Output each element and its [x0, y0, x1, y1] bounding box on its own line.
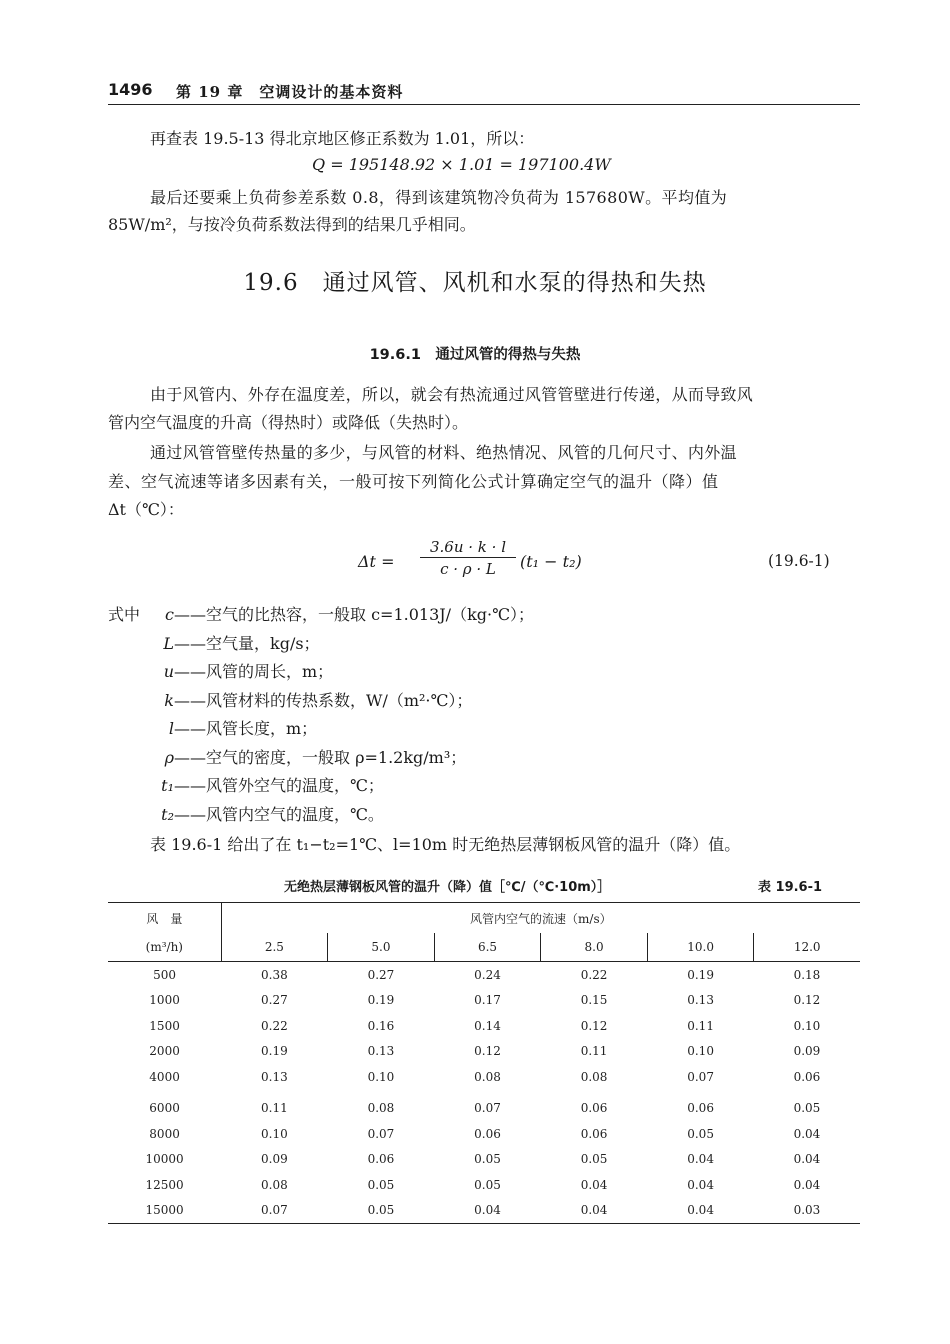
chapter-title: 第 19 章 空调设计的基本资料	[176, 83, 404, 101]
value-cell: 0.07	[474, 1101, 501, 1116]
value-cell: 0.05	[474, 1152, 501, 1167]
value-cell: 0.05	[580, 1152, 608, 1167]
definition-item	[150, 745, 466, 768]
value-cell: 0.07	[687, 1069, 714, 1084]
formula-fraction	[420, 538, 516, 578]
definition-text: ——风管长度，m；	[174, 719, 318, 738]
value-cell: 0.22	[580, 967, 608, 982]
flow-cell: 2000	[149, 1044, 180, 1059]
definitions-label: 式中	[108, 605, 141, 624]
paragraph-1-line-2: 管内空气温度的升高（得热时）或降低（失热时）。	[108, 413, 469, 432]
value-cell: 0.04	[541, 1198, 648, 1224]
flow-cell: 1000	[149, 993, 180, 1008]
definition-symbol: t₂	[161, 805, 174, 824]
flow-cell: 4000	[149, 1069, 180, 1084]
value-cell: 0.05	[687, 1126, 714, 1141]
value-cell: 0.04	[580, 1177, 608, 1192]
value-cell: 0.10	[793, 1018, 821, 1033]
definition-text: ——风管外空气的温度，℃；	[174, 776, 384, 795]
formula-tail: (t₁ − t₂)	[520, 552, 582, 571]
value-cell: 0.09	[261, 1152, 288, 1167]
value-cell: 0.07	[221, 1198, 328, 1224]
table-row	[108, 1172, 860, 1198]
table-row	[108, 1121, 860, 1147]
intro-equation: Q = 195148.92 × 1.01 = 197100.4W	[312, 155, 611, 174]
table-number: 表 19.6-1	[758, 880, 823, 895]
fraction-bar	[420, 557, 516, 558]
value-cell: 0.19	[367, 993, 395, 1008]
flow-cell: 10000	[145, 1152, 184, 1167]
paragraph-2-line-1: 通过风管管壁传热量的多少，与风管的材料、绝热情况、风管的几何尺寸、内外温	[150, 443, 737, 462]
row-header: 风 量	[108, 903, 221, 934]
definition-item	[150, 602, 534, 625]
column-header: 8.0	[541, 933, 648, 962]
definition-symbol: ρ	[164, 748, 174, 767]
paragraph-2-line-2: 差、空气流速等诸多因素有关，一般可按下列简化公式计算确定空气的温升（降）值	[108, 472, 719, 491]
flow-cell: 8000	[149, 1126, 180, 1141]
header-rule	[108, 104, 860, 105]
value-cell: 0.05	[474, 1177, 501, 1192]
value-cell: 0.13	[687, 993, 714, 1008]
definition-text: ——空气的比热容，一般取 c=1.013J/（kg·℃）；	[174, 605, 534, 624]
definition-text: ——风管的周长，m；	[174, 662, 334, 681]
definition-symbol: k	[164, 691, 174, 710]
table-row	[108, 1090, 860, 1122]
value-cell: 0.16	[367, 1018, 395, 1033]
value-cell: 0.27	[261, 993, 288, 1008]
value-cell: 0.27	[367, 967, 395, 982]
definition-item	[150, 802, 384, 825]
intro-line-3: 最后还要乘上负荷参差系数 0.8，得到该建筑物冷负荷为 157680W。平均值为	[150, 188, 728, 207]
table-row	[108, 1064, 860, 1090]
value-cell: 0.13	[367, 1044, 395, 1059]
value-cell: 0.06	[474, 1126, 501, 1141]
value-cell: 0.38	[261, 967, 288, 982]
definition-symbol: c	[165, 605, 174, 624]
value-cell: 0.06	[580, 1126, 608, 1141]
value-cell: 0.06	[793, 1069, 821, 1084]
flow-cell: 6000	[149, 1101, 180, 1116]
value-cell: 0.06	[687, 1101, 714, 1116]
intro-line-1: 再查表 19.5-13 得北京地区修正系数为 1.01，所以：	[150, 129, 535, 148]
flow-cell: 500	[153, 967, 177, 982]
table-row	[108, 1198, 860, 1224]
column-header: 5.0	[328, 933, 435, 962]
table-body	[108, 962, 860, 1224]
value-cell: 0.04	[647, 1198, 754, 1224]
value-cell: 0.06	[367, 1152, 395, 1167]
column-header: 6.5	[434, 933, 541, 962]
definition-item	[150, 631, 320, 654]
value-cell: 0.12	[580, 1018, 608, 1033]
table-row	[108, 988, 860, 1014]
page-number: 1496	[108, 80, 153, 99]
row-header-unit: (m³/h)	[108, 933, 221, 962]
definition-text: ——风管材料的传热系数，W/（m²·℃）；	[174, 691, 473, 710]
table-intro: 表 19.6-1 给出了在 t₁−t₂=1℃、l=10m 时无绝热层薄钢板风管的温升（降）值。	[150, 835, 741, 854]
value-cell: 0.08	[261, 1177, 288, 1192]
value-cell: 0.12	[793, 993, 821, 1008]
equation-number: (19.6-1)	[768, 552, 830, 570]
value-cell: 0.19	[687, 967, 714, 982]
value-cell: 0.18	[793, 967, 821, 982]
value-cell: 0.11	[261, 1101, 288, 1116]
table-row	[108, 1147, 860, 1173]
table-caption: 无绝热层薄钢板风管的温升（降）值［℃/（℃·10m）］	[284, 880, 611, 895]
column-header: 10.0	[647, 933, 754, 962]
value-cell: 0.15	[580, 993, 608, 1008]
value-cell: 0.04	[793, 1177, 821, 1192]
flow-cell: 1500	[149, 1018, 180, 1033]
paragraph-2-line-3: Δt（℃）：	[108, 500, 184, 519]
definition-symbol: u	[163, 662, 174, 681]
value-cell: 0.17	[474, 993, 501, 1008]
value-cell: 0.19	[261, 1044, 288, 1059]
flow-cell: 12500	[145, 1177, 184, 1192]
value-cell: 0.11	[687, 1018, 714, 1033]
definition-symbol: L	[163, 634, 174, 653]
value-cell: 0.05	[367, 1177, 395, 1192]
value-cell: 0.10	[261, 1126, 288, 1141]
table-row	[108, 962, 860, 988]
value-cell: 0.10	[367, 1069, 395, 1084]
definition-item	[150, 716, 317, 739]
formula-lhs: Δt =	[358, 552, 395, 571]
value-cell: 0.04	[687, 1177, 714, 1192]
value-cell: 0.14	[474, 1018, 501, 1033]
definition-text: ——空气量，kg/s；	[174, 634, 320, 653]
definition-text: ——空气的密度，一般取 ρ=1.2kg/m³；	[174, 748, 467, 767]
value-cell: 0.08	[580, 1069, 608, 1084]
value-cell: 0.03	[754, 1198, 860, 1224]
value-cell: 0.04	[434, 1198, 541, 1224]
intro-line-4: 85W/m²，与按冷负荷系数法得到的结果几乎相同。	[108, 215, 476, 234]
value-cell: 0.04	[793, 1126, 821, 1141]
subsection-title: 19.6.1 通过风管的得热与失热	[369, 347, 581, 363]
value-cell: 0.05	[793, 1101, 821, 1116]
table-row	[108, 1013, 860, 1039]
value-cell: 0.05	[328, 1198, 435, 1224]
definition-symbol: l	[168, 719, 174, 738]
value-cell: 0.07	[367, 1126, 395, 1141]
value-cell: 0.08	[474, 1069, 501, 1084]
section-title: 19.6 通过风管、风机和水泵的得热和失热	[243, 270, 707, 296]
flow-cell: 15000	[108, 1198, 221, 1224]
value-cell: 0.06	[580, 1101, 608, 1116]
value-cell: 0.13	[261, 1069, 288, 1084]
data-table	[108, 902, 860, 1224]
definition-item	[150, 688, 472, 711]
formula-numerator: 3.6u · k · l	[429, 538, 506, 556]
value-cell: 0.11	[580, 1044, 608, 1059]
definition-item	[150, 659, 333, 682]
value-cell: 0.09	[793, 1044, 821, 1059]
definition-symbol: t₁	[161, 776, 174, 795]
value-cell: 0.04	[793, 1152, 821, 1167]
value-cell: 0.12	[474, 1044, 501, 1059]
value-cell: 0.08	[367, 1101, 395, 1116]
value-cell: 0.04	[687, 1152, 714, 1167]
value-cell: 0.10	[687, 1044, 714, 1059]
definition-item	[150, 773, 384, 796]
column-header: 2.5	[221, 933, 328, 962]
group-header: 风管内空气的流速（m/s）	[221, 903, 860, 934]
table-row	[108, 1039, 860, 1065]
value-cell: 0.24	[474, 967, 501, 982]
paragraph-1-line-1: 由于风管内、外存在温度差，所以，就会有热流通过风管管壁进行传递，从而导致风	[150, 385, 754, 404]
formula-denominator: c · ρ · L	[440, 560, 496, 578]
definition-text: ——风管内空气的温度，℃。	[174, 805, 384, 824]
column-header: 12.0	[754, 933, 860, 962]
running-header	[108, 80, 860, 102]
value-cell: 0.22	[261, 1018, 288, 1033]
